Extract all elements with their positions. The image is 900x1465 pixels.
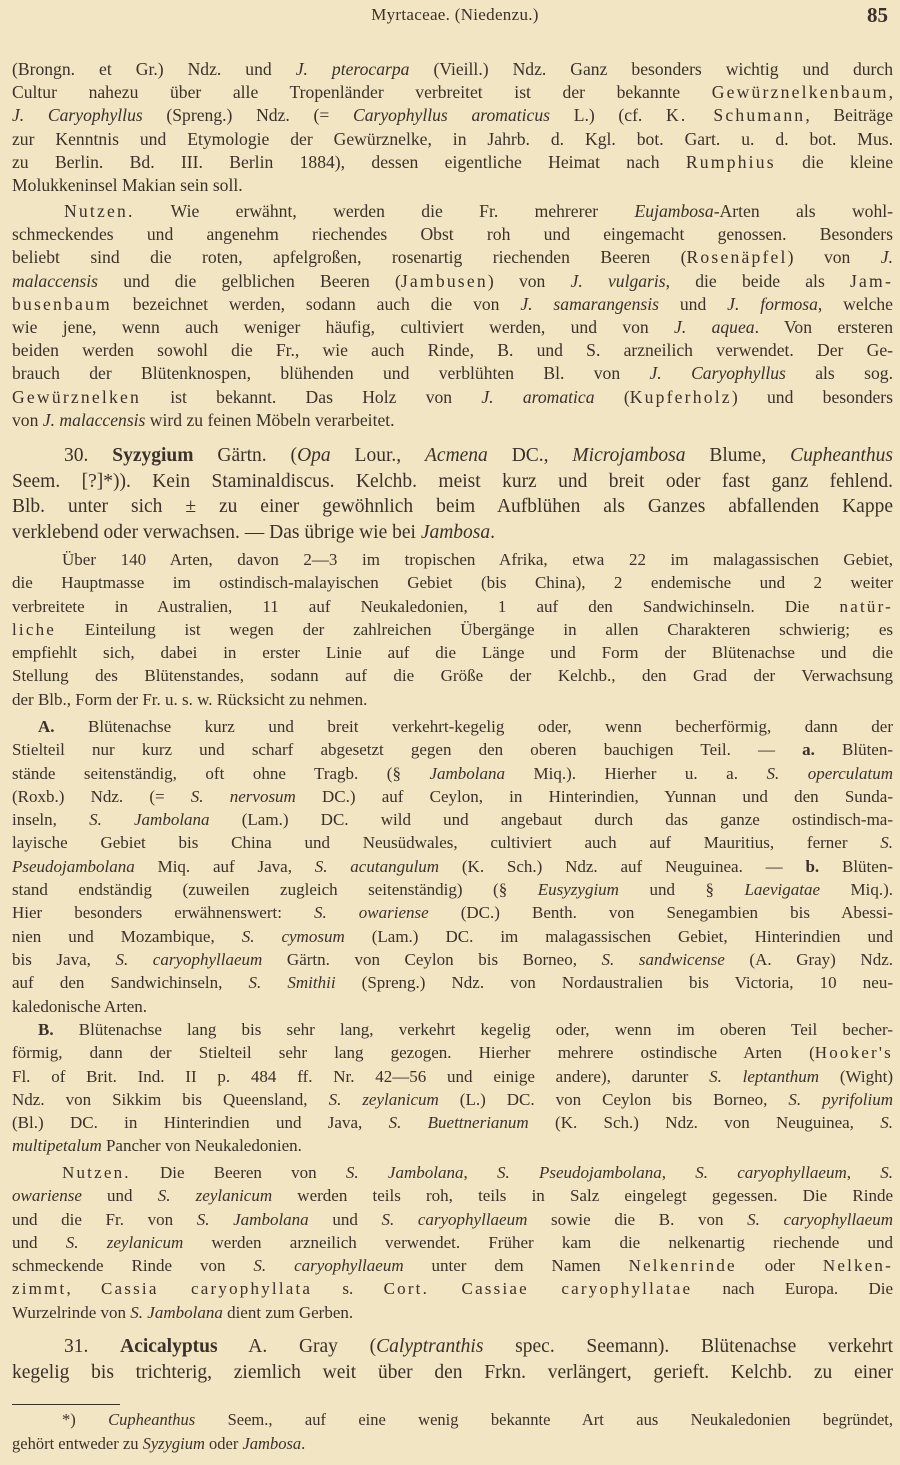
spaced-term: natür- — [839, 596, 893, 616]
text-run: brauch der Blütenknospen, blühenden und verblühten Bl. von — [12, 363, 650, 384]
text-run: , Beiträge — [805, 105, 894, 126]
text-run: die kleine — [775, 151, 894, 172]
text-run: (Brongn. et Gr.) Ndz. und — [12, 59, 296, 79]
spaced-term: Nutzen. — [62, 1163, 131, 1182]
spaced-term: Gewürznelken — [12, 386, 141, 407]
spaced-term: Rumphius — [685, 151, 776, 172]
italic-taxon: S. Smithii — [248, 973, 336, 993]
spaced-term: Hooker's — [814, 1043, 893, 1063]
text-line — [12, 1041, 893, 1064]
italic-taxon: owariense — [12, 1186, 82, 1206]
text-run: . — [301, 1434, 306, 1453]
italic-taxon: S. zeylanicum — [157, 1186, 273, 1206]
bold-term: a. — [802, 740, 815, 760]
text-run: Wie erwähnt, werden die Fr. mehrerer — [134, 201, 635, 221]
text-run: Stellung des Blütenstandes, sodann auf die Größe der Kelchb., den Grad der Verwachsung — [12, 666, 893, 686]
bold-term: b. — [805, 856, 820, 876]
italic-taxon: S. caryophyllaeum — [747, 1209, 894, 1229]
text-run: , — [661, 1163, 696, 1182]
text-line — [12, 762, 893, 785]
text-run: Einteilung ist wegen der zahlreichen Übergänge in allen Charakteren schwierig; es — [56, 619, 893, 639]
text-run: Miq. auf Java, — [134, 856, 315, 876]
text-run: zur Kenntnis und Etymologie der Gewürznelke, in Jahrb. d. Kgl. bot. Gart. u. d. bot. Mus. — [12, 128, 893, 149]
italic-taxon: Jambosa — [420, 522, 491, 544]
italic-taxon: J. vulgaris — [570, 270, 666, 291]
text-line — [12, 641, 893, 664]
text-run: die Hauptmasse im ostindisch-malayischen Gebiet (bis China), 2 endemische und 2 weiter — [12, 573, 893, 593]
italic-taxon: S. zeylanicum — [328, 1089, 439, 1109]
text-line — [12, 831, 893, 854]
text-line — [12, 664, 893, 687]
text-run: kaledonische Arten. — [12, 996, 148, 1016]
italic-taxon: S. — [880, 833, 893, 853]
italic-taxon: Caryophyllus aromaticus — [352, 105, 550, 126]
text-run: , — [846, 1163, 881, 1182]
text-line — [12, 948, 893, 971]
italic-taxon: malaccensis — [12, 270, 98, 291]
text-line — [12, 1018, 893, 1041]
text-run: . Von ersteren — [754, 316, 893, 337]
text-line — [12, 808, 893, 831]
footnote-divider — [12, 1404, 120, 1405]
italic-taxon: Eujambosa — [634, 201, 714, 221]
italic-taxon: S. — [880, 1163, 894, 1182]
text-run: ist bekannt. Das Holz von — [140, 386, 482, 407]
text-run: , — [66, 1279, 101, 1299]
text-line — [12, 1231, 893, 1254]
text-run: Blume, — [685, 445, 791, 466]
italic-taxon: S. zeylanicum — [65, 1232, 184, 1252]
text-run: stand endständig (zuweilen zugleich seitenständig) (§ — [12, 880, 538, 900]
spaced-term: zimmt — [12, 1279, 67, 1299]
text-run: , — [463, 1163, 497, 1182]
text-run: oder — [204, 1434, 243, 1453]
footnote — [12, 1408, 893, 1456]
text-run: (Lam.) DC. im malagassischen Gebiet, Hinterindien und — [344, 926, 893, 946]
text-line — [12, 715, 893, 738]
text-line — [12, 1088, 893, 1111]
text-line — [12, 901, 893, 924]
text-run: schmeckende Rinde von — [12, 1256, 254, 1276]
text-run: kegelig bis trichterig, ziemlich weit über den Frkn. verlängert, gerieft. Kelchb. zu einer — [12, 1361, 893, 1383]
text-line — [12, 1301, 893, 1324]
italic-taxon: S. caryophyllaeum — [695, 1163, 847, 1182]
text-run: bis Java, — [12, 949, 116, 969]
text-run: und die Fr. von — [12, 1209, 197, 1229]
text-run: von — [12, 409, 43, 430]
text-line — [12, 571, 893, 594]
text-run: spec. Seemann). Blütenachse verkehrt — [483, 1336, 894, 1357]
text-run: und § — [618, 880, 745, 900]
text-line — [12, 151, 893, 174]
italic-taxon: S. nervosum — [190, 786, 296, 806]
text-run: Blütenachse lang bis sehr lang, verkehrt kegelig oder, wenn im oberen Teil becher- — [53, 1020, 893, 1039]
text-line — [12, 925, 893, 948]
italic-taxon: Syzygium — [142, 1434, 205, 1453]
italic-taxon: S. Buettnerianum — [388, 1113, 529, 1133]
text-line — [12, 1184, 893, 1207]
text-line — [12, 1111, 893, 1134]
spaced-term: Nelkenrinde — [628, 1256, 737, 1276]
text-run: Über 140 Arten, davon 2—3 im tropischen Afrika, etwa 22 im malagassischen Gebiet, — [62, 550, 893, 569]
text-run: Fl. of Brit. Ind. II p. 484 ff. Nr. 42—56 und einige andere), darunter — [12, 1066, 710, 1086]
text-line — [12, 223, 893, 246]
text-run: Cultur nahezu über alle Tropenländer verbreitet ist der bekannte — [12, 82, 712, 103]
text-line — [12, 81, 893, 104]
text-run: (K. Sch.) Ndz. von Neuguinea, — [528, 1113, 881, 1133]
text-run: A. Gray ( — [217, 1336, 377, 1357]
text-run: , — [888, 82, 893, 103]
italic-taxon: Pseudojambolana — [12, 856, 135, 876]
text-run: zu Berlin. Bd. III. Berlin 1884), dessen eigentliche Heimat nach — [12, 151, 686, 172]
text-line — [12, 316, 893, 339]
text-line — [12, 128, 893, 151]
italic-taxon: S. — [880, 1113, 893, 1133]
italic-taxon: J. pterocarpa — [295, 59, 410, 79]
italic-taxon: Acmena — [425, 445, 488, 466]
text-run: inseln, — [12, 810, 90, 830]
text-run: Seem., auf eine wenig bekannte Art aus Neukaledonien begründet, — [195, 1410, 893, 1429]
text-run: Wurzelrinde von — [12, 1302, 131, 1322]
spaced-term: Nutzen. — [64, 201, 135, 221]
text-line — [12, 104, 893, 127]
text-line — [12, 293, 893, 316]
italic-taxon: S. Jambolana — [130, 1302, 223, 1322]
italic-taxon: S. leptanthum — [709, 1066, 820, 1086]
spaced-term: liche — [12, 619, 57, 639]
italic-taxon: multipetalum — [12, 1136, 102, 1156]
text-run: Seem. [?]*)). Kein Staminaldiscus. Kelchb. meist kurz und breit oder fast ganz fehlend. — [12, 470, 893, 492]
italic-taxon: S. caryophyllaeum — [381, 1209, 528, 1229]
italic-taxon: J. Caryophyllus — [12, 105, 143, 126]
text-run: Blüten- — [814, 740, 893, 760]
text-run: werden teils roh, teils in Salz eingelegt gegessen. Die Rinde — [272, 1186, 894, 1206]
text-line — [12, 855, 893, 878]
italic-taxon: S. acutangulum — [314, 856, 440, 876]
text-run: Gärtn. ( — [193, 445, 298, 466]
text-line — [12, 174, 893, 197]
text-run: ) von — [487, 270, 571, 291]
bold-term: Syzygium — [112, 445, 194, 466]
text-run: ) und besonders — [731, 386, 894, 407]
text-run: (Spreng.) Ndz. (= — [142, 105, 353, 126]
text-run: nach Europa. Die — [692, 1279, 893, 1299]
text-run: (K. Sch.) Ndz. auf Neuguinea. — — [439, 856, 806, 876]
text-run: (A. Gray) Ndz. — [724, 949, 893, 969]
text-line — [12, 1408, 893, 1432]
bold-term: A. — [38, 717, 55, 736]
text-line — [12, 339, 893, 362]
text-line — [12, 494, 893, 520]
text-run: Pancher von Neukaledonien. — [101, 1136, 302, 1156]
text-run: und — [12, 1232, 66, 1252]
spaced-term: Nelken- — [822, 1256, 893, 1276]
italic-taxon: S. caryophyllaeum — [115, 949, 263, 969]
italic-taxon: S. Jambolana — [196, 1209, 309, 1229]
text-run: Miq.). — [820, 880, 893, 900]
italic-taxon: Jambolana — [429, 763, 505, 783]
italic-taxon: S. cymosum — [241, 926, 345, 946]
text-line — [12, 443, 893, 469]
spaced-term: Cassia caryophyllata — [100, 1279, 313, 1299]
italic-taxon: Cupheanthus — [790, 445, 894, 466]
text-line — [12, 548, 893, 571]
text-line — [12, 1254, 893, 1277]
italic-taxon: S. Jambolana — [345, 1163, 464, 1182]
italic-taxon: Cupheanthus — [108, 1410, 196, 1429]
para-section-a — [12, 715, 893, 1018]
text-line — [12, 362, 893, 385]
bold-term: B. — [38, 1020, 54, 1039]
text-run: (Lam.) DC. wild und angebaut durch das ganze ostindisch-ma- — [209, 810, 894, 830]
bold-term: Acicalyptus — [120, 1336, 218, 1357]
italic-taxon: S. caryophyllaeum — [253, 1256, 404, 1276]
text-line — [12, 58, 893, 81]
text-line — [12, 688, 893, 711]
text-run: und — [659, 293, 728, 314]
para-syzygium-arten — [12, 548, 893, 711]
para-syzygium-nutzen — [12, 1161, 893, 1324]
text-line — [12, 246, 893, 269]
text-line — [12, 995, 893, 1018]
text-run: der Blb., Form der Fr. u. s. w. Rücksicht zu nehmen. — [12, 689, 368, 709]
text-line — [12, 971, 893, 994]
text-run: DC.) auf Ceylon, in Hinterindien, Yunnan und den Sunda- — [295, 786, 894, 806]
italic-taxon: S. operculatum — [766, 763, 893, 783]
italic-taxon: J. formosa — [727, 293, 818, 314]
text-run: unter dem Namen — [403, 1256, 629, 1276]
text-line — [12, 878, 893, 901]
italic-taxon: J. aromatica — [481, 386, 595, 407]
text-line — [12, 520, 893, 546]
text-run: 31. — [64, 1336, 121, 1357]
italic-taxon: Laevigatae — [744, 880, 820, 900]
text-run: und — [308, 1209, 382, 1229]
italic-taxon: J. samarangensis — [520, 293, 659, 314]
italic-taxon: J. malaccensis — [42, 409, 146, 430]
text-run: sowie die B. von — [527, 1209, 748, 1229]
text-run: Die Beeren von — [130, 1163, 346, 1182]
text-run: (Roxb.) Ndz. (= — [12, 786, 191, 806]
text-run: wird zu feinen Möbeln verarbeitet. — [145, 409, 395, 430]
text-run: 30. — [64, 445, 113, 466]
para-jambosa-species — [12, 58, 893, 197]
text-run: wie jene, wenn auch weniger häufig, cultiviert werden, und von — [12, 316, 675, 337]
text-run: (L.) DC. von Ceylon bis Borneo, — [438, 1089, 789, 1109]
text-run: (Vieill.) Ndz. Ganz besonders wichtig und durch — [409, 59, 894, 79]
text-run: *) — [62, 1410, 109, 1429]
text-run: dient zum Gerben. — [222, 1302, 354, 1322]
text-run: nien und Mozambique, — [12, 926, 242, 946]
text-run: werden arzneilich verwendet. Früher kam die nelkenartig riechende und — [183, 1232, 894, 1252]
text-run: stände seitenständig, oft ohne Tragb. (§ — [12, 763, 430, 783]
text-run: layische Gebiet bis China und Neusüdwales, cultiviert auch auf Mauritius, ferner — [12, 833, 881, 853]
text-line — [12, 595, 893, 618]
text-line — [12, 785, 893, 808]
text-run: Blüten- — [819, 856, 893, 876]
text-run: (Bl.) DC. in Hinterindien und Java, — [12, 1113, 389, 1133]
text-run: (DC.) Benth. von Senegambien bis Abessi- — [428, 903, 894, 923]
italic-taxon: S. sandwicense — [601, 949, 725, 969]
italic-taxon: S. Jambolana — [89, 810, 210, 830]
text-line — [12, 1334, 893, 1360]
text-line — [12, 1277, 893, 1300]
text-run: Gärtn. von Ceylon bis Borneo, — [262, 949, 602, 969]
spaced-term: Gewürznelkenbaum — [711, 82, 889, 103]
text-run: DC., — [487, 445, 573, 466]
italic-taxon: Calyptranthis — [376, 1336, 484, 1357]
text-run: und — [81, 1186, 158, 1206]
text-line — [12, 386, 893, 409]
italic-taxon: J. Caryophyllus — [649, 363, 786, 384]
text-line — [12, 1134, 893, 1157]
text-run: -Arten als wohl- — [713, 201, 893, 221]
text-run: (Wight) — [819, 1066, 894, 1086]
italic-taxon: J. — [880, 247, 894, 268]
text-line — [12, 1360, 893, 1386]
text-run: Lour., — [330, 445, 425, 466]
text-run: , die beide als — [665, 270, 850, 291]
text-run: s. — [312, 1279, 384, 1299]
genus-31-acicalyptus — [12, 1334, 893, 1385]
text-line — [12, 1432, 893, 1456]
text-run: empfiehlt sich, dabei in erster Linie auf die Länge und Form der Blütenachse und die — [12, 643, 893, 663]
text-run: , welche — [817, 293, 893, 314]
genus-30-syzygium — [12, 443, 893, 546]
text-run: Miq.). Hierher u. a. — [505, 763, 767, 783]
text-run: L.) (cf. — [550, 105, 667, 126]
text-run: bezeichnet werden, sodann auch die von — [111, 293, 521, 314]
running-header-title: Myrtaceae. (Niedenzu.) — [371, 5, 539, 24]
text-run: als sog. — [785, 363, 893, 384]
italic-taxon: S. Pseudojambolana — [496, 1163, 662, 1182]
spaced-term: Jambusen — [400, 270, 488, 291]
italic-taxon: Eusyzygium — [537, 880, 619, 900]
page-number: 85 — [867, 3, 888, 27]
para-section-b — [12, 1018, 893, 1158]
italic-taxon: Opa — [297, 445, 331, 466]
text-run: ( — [594, 386, 630, 407]
text-run: Blütenachse kurz und breit verkehrt-kegelig oder, wenn becherförmig, dann der — [54, 717, 893, 736]
spaced-term: Kupferholz — [629, 386, 732, 407]
text-line — [12, 738, 893, 761]
text-line — [12, 469, 893, 495]
text-run: förmig, dann der Stielteil sehr lang gezogen. Hierher mehrere ostindische Arten ( — [12, 1043, 815, 1063]
text-run: verbreitete in Australien, 11 auf Neukaledonien, 1 auf den Sandwichinseln. Die — [12, 596, 840, 616]
text-run: Blb. unter sich ± zu einer gewöhnlich beim Aufblühen als Ganzes abfallenden Kappe — [12, 496, 893, 518]
text-run: schmeckendes und angenehm riechendes Obst roh und eingemacht genossen. Besonders — [12, 224, 893, 245]
text-line — [12, 200, 893, 223]
spaced-term: Jam- — [850, 270, 893, 291]
text-run: oder — [736, 1256, 823, 1276]
text-run: ) von — [787, 247, 881, 268]
text-line — [12, 1065, 893, 1088]
text-run: Hier besonders erwähnenswert: — [12, 903, 314, 923]
text-line — [12, 1161, 893, 1184]
spaced-term: Cort. Cassiae caryophyllatae — [383, 1279, 693, 1299]
text-run: beiden werden sowohl die Fr., wie auch Rinde, B. und S. arzneilich verwendet. Der Ge- — [12, 340, 893, 361]
text-run: verklebend oder verwachsen. — Das übrige wie bei — [12, 522, 421, 544]
italic-taxon: Microjambosa — [572, 445, 686, 466]
spaced-term: Rosenäpfel — [686, 247, 788, 268]
text-run: . — [490, 522, 496, 544]
text-line — [12, 1208, 893, 1231]
text-run: beliebt sind die roten, apfelgroßen, rosenartig riechenden Beeren ( — [12, 247, 687, 268]
text-run: Ndz. von Sikkim bis Queensland, — [12, 1089, 329, 1109]
italic-taxon: S. pyrifolium — [788, 1089, 893, 1109]
text-line — [12, 270, 893, 293]
para-jambosa-nutzen — [12, 200, 893, 432]
italic-taxon: J. aquea — [674, 316, 755, 337]
text-run: auf den Sandwichinseln, — [12, 973, 249, 993]
text-line — [12, 409, 893, 432]
text-run: gehört entweder zu — [12, 1434, 143, 1453]
text-run: und die gelblichen Beeren ( — [98, 270, 401, 291]
text-line — [12, 618, 893, 641]
italic-taxon: Jambosa — [242, 1434, 302, 1453]
text-run: Stielteil nur kurz und scharf abgesetzt gegen den oberen bauchigen Teil. — — [12, 740, 803, 760]
text-run: (Spreng.) Ndz. von Nordaustralien bis Victoria, 10 neu- — [335, 973, 894, 993]
spaced-term: K. Schumann — [666, 105, 806, 126]
text-run: Molukkeninsel Makian sein soll. — [12, 174, 243, 195]
italic-taxon: S. owariense — [313, 903, 429, 923]
spaced-term: busenbaum — [12, 293, 112, 314]
